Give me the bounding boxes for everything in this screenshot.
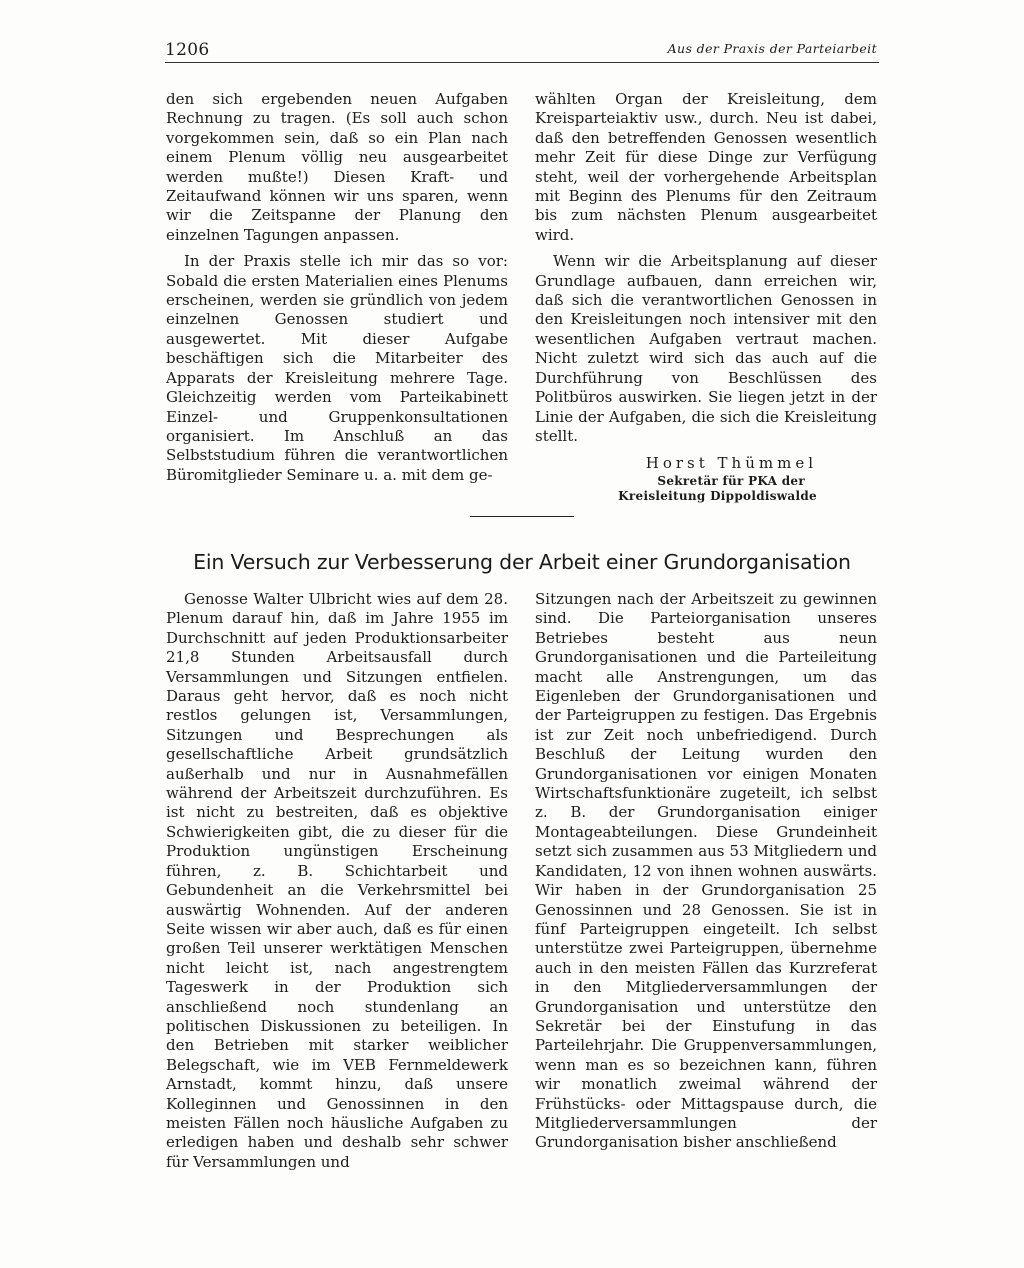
running-head: Aus der Praxis der Parteiarbeit — [667, 41, 877, 56]
signature-organization: Kreisleitung Dippoldiswalde — [618, 488, 817, 503]
article1-left-paragraph-1: den sich ergebenden neuen Aufgaben Rechnung zu tragen. (Es soll auch schon vorgekommen sein, daß so ein Plan nach einem Plenum völlig neu ausgearbeitet werden mußte!) Diesen Kraft- und Zeitaufwand können wir uns sparen, wenn wir die Zeitspanne der Planung den einzelnen Tagungen anpassen. — [166, 90, 508, 244]
section-divider — [470, 516, 574, 517]
signature-role: Sekretär für PKA der — [657, 473, 805, 488]
article1-left-column — [166, 90, 508, 485]
page-header — [165, 38, 879, 63]
article1-right-paragraph-2: Wenn wir die Arbeitsplanung auf dieser Grundlage aufbauen, dann erreichen wir, daß sich die verantwortlichen Genossen in den Kreisleitungen noch intensiver mit den wesentlichen Aufgaben vertraut machen. Nicht zuletzt wird sich das auch auf die Durchführung von Beschlüssen des Politbüros auswirken. Sie liegen jetzt in der Linie der Aufgaben, die sich die Kreisleitung stellt. — [535, 252, 877, 445]
article1-right-paragraph-1: wählten Organ der Kreisleitung, dem Kreisparteiaktiv usw., durch. Neu ist dabei, daß den betreffenden Genossen wesentlich mehr Zeit für diese Dinge zur Verfügung steht, weil der vorhergehende Arbeitsplan mit Beginn des Plenums für den Zeitraum bis zum nächsten Plenum ausgearbeitet wird. — [535, 90, 877, 244]
signature-block — [535, 454, 877, 503]
article1-left-paragraph-2: In der Praxis stelle ich mir das so vor: Sobald die ersten Materialien eines Plenums erscheinen, werden sie gründlich von jedem einzelnen Genossen studiert und ausgewertet. Mit dieser Aufgabe beschäftigen sich die Mitarbeiter des Apparats der Kreisleitung mehrere Tage. Gleichzeitig werden vom Parteikabinett Einzel- und Gruppenkonsultationen organisiert. Im Anschluß an das Selbststudium führen die verantwortlichen Büromitglieder Seminare u. a. mit dem ge- — [166, 252, 508, 484]
article2-right-column — [535, 590, 877, 1153]
article-title: Ein Versuch zur Verbesserung der Arbeit einer Grundorganisation — [193, 550, 851, 574]
page-number: 1206 — [165, 40, 210, 60]
article2-left-column — [166, 590, 508, 1172]
article2-right-text: Sitzungen nach der Arbeitszeit zu gewinnen sind. Die Parteiorganisation unseres Betriebes besteht aus neun Grundorganisationen und die Parteileitung macht alle Anstrengungen, um das Eigenleben der Grundorganisationen und der Parteigruppen zu festigen. Das Ergebnis ist zur Zeit noch unbefriedigend. Durch Beschluß der Leitung wurden den Grundorganisationen vor einigen Monaten Wirtschaftsfunktionäre zugeteilt, ich selbst z. B. der Grundorganisation einiger Montageabteilungen. Diese Grundeinheit setzt sich zusammen aus 53 Mitgliedern und Kandidaten, 12 von ihnen wohnen auswärts. Wir haben in der Grundorganisation 25 Genossinnen und 28 Genossen. Sie ist in fünf Parteigruppen eingeteilt. Ich selbst unterstütze zwei Parteigruppen, übernehme auch in den meisten Fällen das Kurzreferat in den Mitgliederversammlungen der Grundorganisation und unterstütze den Sekretär bei der Einstufung in das Parteilehrjahr. Die Gruppenversammlungen, wenn man es so bezeichnen kann, führen wir monatlich zweimal während der Frühstücks- oder Mittagspause durch, die Mitgliederversammlungen der Grundorganisation bisher anschließend — [535, 590, 877, 1152]
article1-right-column — [535, 90, 877, 504]
signature-name: Horst Thümmel — [645, 454, 817, 473]
article2-left-text: Genosse Walter Ulbricht wies auf dem 28. Plenum darauf hin, daß im Jahre 1955 im Durchschnitt auf jeden Produktionsarbeiter 21,8 Stunden Arbeitsausfall durch Versammlungen und Sitzungen entfielen. Daraus geht hervor, daß es noch nicht restlos gelungen ist, Versammlungen, Sitzungen und Besprechungen als gesellschaftliche Arbeit grundsätzlich außerhalb und nur in Ausnahmefällen während der Arbeitszeit durchzuführen. Es ist nicht zu bestreiten, daß es objektive Schwierigkeiten gibt, die zu dieser für die Produktion ungünstigen Erscheinung führen, z. B. Schichtarbeit und Gebundenheit an die Verkehrsmittel bei auswärtig Wohnenden. Auf der anderen Seite wissen wir aber auch, daß es für einen großen Teil unserer werktätigen Menschen nicht leicht ist, nach angestrengtem Tageswerk in der Produktion sich anschließend noch stundenlang an politischen Diskussionen zu beteiligen. In den Betrieben mit starker weiblicher Belegschaft, wie im VEB Fernmeldewerk Arnstadt, kommt hinzu, daß unsere Kolleginnen und Genossinnen in den meisten Fällen noch häusliche Aufgaben zu erledigen haben und deshalb sehr schwer für Versammlungen und — [166, 590, 508, 1171]
